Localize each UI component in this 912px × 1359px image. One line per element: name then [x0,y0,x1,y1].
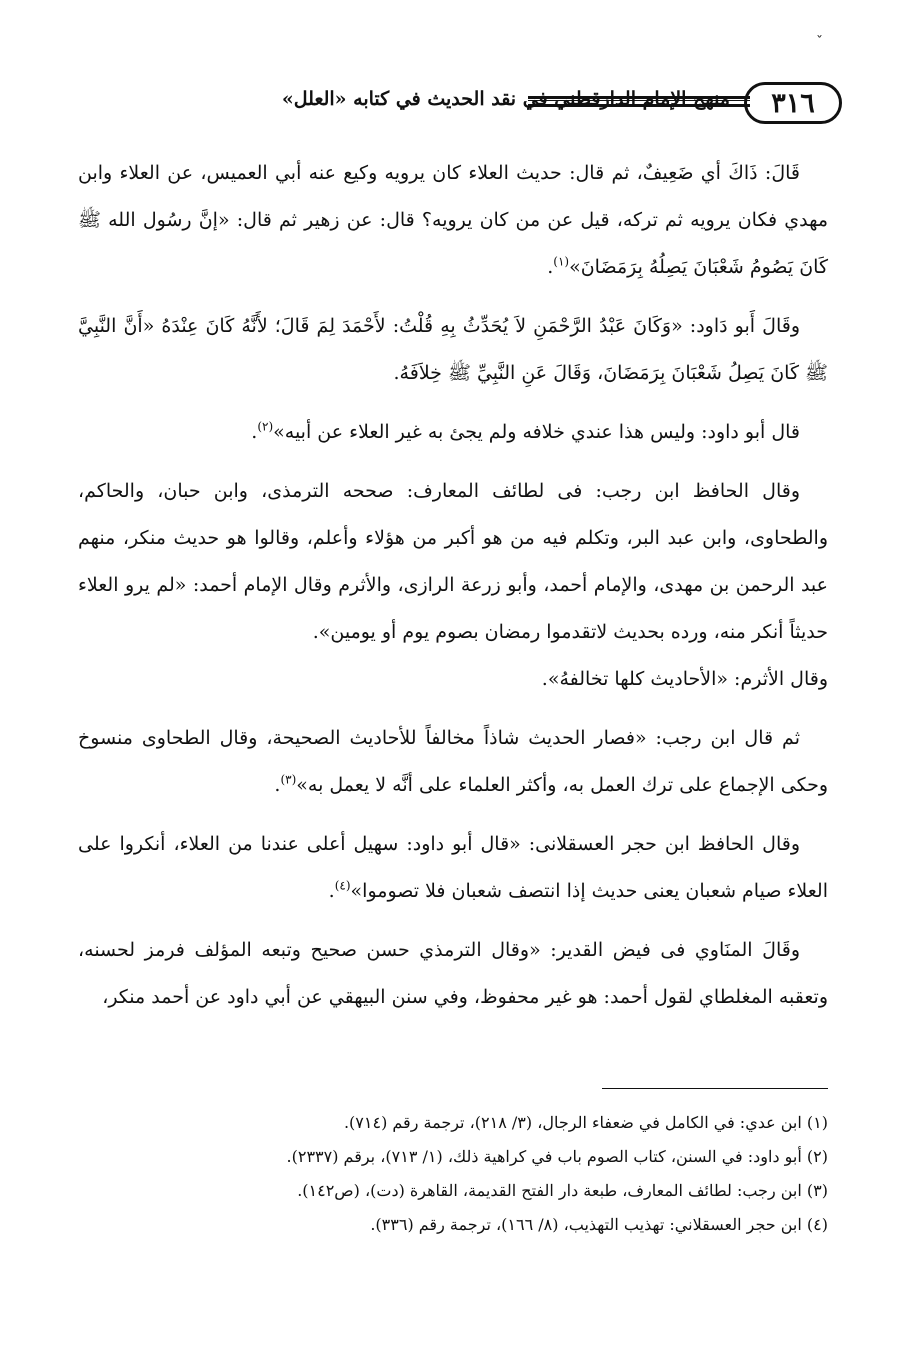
footnote-separator [602,1088,828,1089]
paragraph: وقال الحافظ ابن رجب: فى لطائف المعارف: صححه الترمذى، وابن حبان، والحاكم، والطحاوى، وابن عبد البر، وتكلم فيه من هو أكبر من هؤلاء وأعلم، وقالوا هو حديث منكر، منهم عبد الرحمن بن مهدى، والإمام أحمد، وأبو زرعة الرازى، والأثرم وقال الإمام أحمد: «لم يرو العلاء حديثاً أنكر منه، ورده بحديث لاتقدموا رمضان بصوم يوم أو يومين». [78,480,828,643]
page-number-badge [744,82,842,124]
footnote: (٤) ابن حجر العسقلاني: تهذيب التهذيب، (٨/ ١٦٦)، ترجمة رقم (٣٣٦). [370,1215,828,1234]
footnote-ref[interactable]: (١) [553,254,570,269]
paragraph: وقال الأثرم: «الأحاديث كلها تخالفهُ». [541,668,828,690]
paragraph: وقال الحافظ ابن حجر العسقلانى: «قال أبو داود: سهيل أعلى عندنا من العلاء، أنكروا على العلاء صيام شعبان يعنى حديث إذا انتصف شعبان فلا تصوموا»$^{(٤)}$. [78,833,828,902]
page-number: ٣١٦ [771,87,815,119]
paragraph: قال أبو داود: وليس هذا عندي خلافه ولم يجئ به غير العلاء عن أبيه»$^{(٢)}$. [251,419,800,443]
paragraph: وقَالَ أَبو دَاود: «وَكَانَ عَبْدُ الرَّحْمَنِ لاَ يُحَدِّثُ بِهِ قُلْتُ: لأَحْمَدَ لِمَ قَالَ؛ لأَنَّهُ كَانَ عِنْدَهُ «أَنَّ النَّبِيَّ ﷺ كَانَ يَصِلُ شَعْبَانَ بِرَمَضَانَ، وَقَالَ عَنِ النَّبِيِّ ﷺ خِلاَفَهُ. [78,315,828,384]
page-header [68,82,842,130]
paragraph: وقَالَ المنَاوي فى فيض القدير: «وقال الترمذي حسن صحيح وتبعه المؤلف فرمز لحسنه، وتعقبه المغلطاي لقول أحمد: هو غير محفوظ، وفي سنن البيهقي عن أبي داود عن أحمد منكر، [78,939,828,1008]
footnote-ref[interactable]: (٢) [257,419,274,434]
footnote: (١) ابن عدي: في الكامل في ضعفاء الرجال، (٣/ ٢١٨)، ترجمة رقم (٧١٤). [343,1113,828,1132]
footnote-ref[interactable]: (٣) [280,772,297,787]
body-text [78,150,828,1033]
footnote: (٢) أبو داود: في السنن، كتاب الصوم باب في كراهية ذلك، (١/ ٧١٣)، برقم (٢٣٣٧). [286,1147,828,1166]
header-rule [528,96,750,107]
paragraph: قَالَ: ذَاكَ أي ضَعِيفٌ، ثم قال: حديث العلاء كان يرويه وكيع عنه أبي العميس، عن العلاء وابن مهدي فكان يرويه ثم تركه، قيل عن من كان يرويه؟ قال: عن زهير ثم قال: «إنَّ رسُول الله ﷺ كَانَ يَصُومُ شَعْبَانَ يَصِلُهُ بِرَمَضَانَ»$^{(١)}$. [78,162,828,278]
scan-mark: ˇ [816,34,823,50]
running-title: منهج الإمام الدارقطني في نقد الحديث في كتابه «العلل» [281,88,730,110]
footnote: (٣) ابن رجب: لطائف المعارف، طبعة دار الفتح القديمة، القاهرة (دت)، (ص١٤٢). [297,1181,828,1200]
paragraph: ثم قال ابن رجب: «فصار الحديث شاذاً مخالفاً للأحاديث الصحيحة، وقال الطحاوى منسوخ وحكى الإجماع على ترك العمل به، وأكثر العلماء على أنَّه لا يعمل به»$^{(٣)}$. [78,727,828,796]
footnote-ref[interactable]: (٤) [334,878,351,893]
footnotes [78,1106,828,1242]
